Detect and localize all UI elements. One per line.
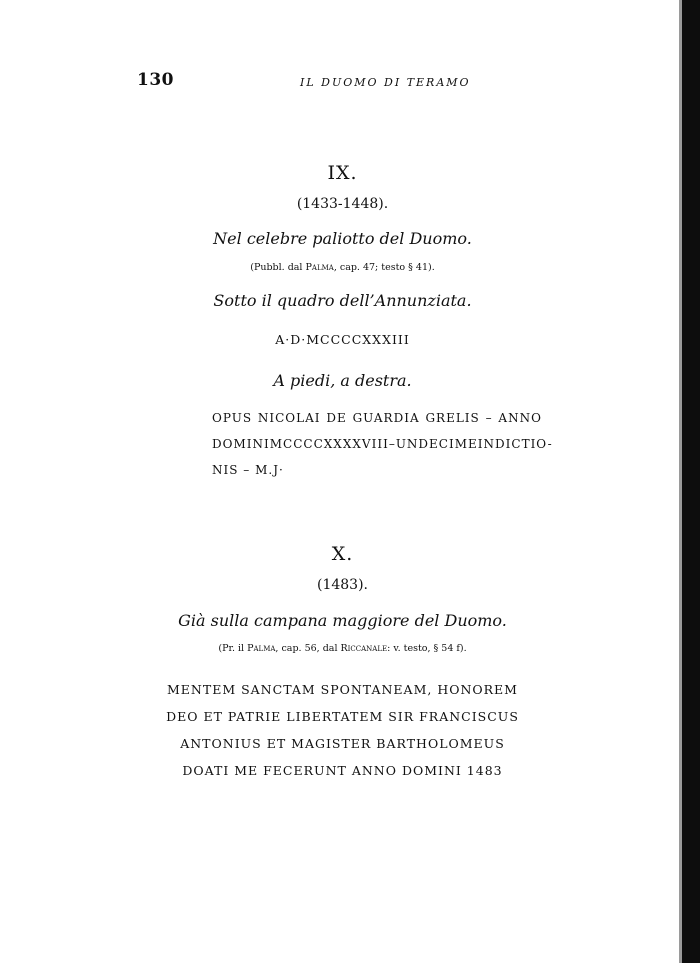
section-heading: Nel celebre paliotto del Duomo. [213,229,472,248]
section-heading: Già sulla campana maggiore del Duomo. [178,611,507,630]
source-reference: (Pr. il Palma, cap. 56, dal Riccanale: v. testo, § 54 f). [218,643,467,654]
inscription-line: OPUS NICOLAI DE GUARDIA GRELIS – ANNO [212,411,542,425]
running-title: IL DUOMO DI TERAMO [300,76,471,89]
section-date: (1433-1448). [296,196,389,212]
inscription-line: DOATI ME FECERUNT ANNO DOMINI 1483 [182,763,503,778]
inscription-block [212,405,553,483]
section-number: IX. [327,162,358,184]
subheading: Sotto il quadro dell’Annunziata. [213,291,472,310]
inscription-line: A·D·MCCCCXXXIII [275,332,410,347]
page-number: 130 [137,70,174,90]
section-date: (1483). [316,577,368,593]
source-reference: (Pubbl. dal Palma, cap. 47; testo § 41). [250,262,435,273]
inscription-line: NIS – M.J· [212,463,284,477]
inscription-line: DEO ET PATRIE LIBERTATEM SIR FRANCISCUS [166,709,519,724]
inscription-line: DOMINI MCCCCXXXXVIII – UNDECIME INDICTIO- [212,437,553,451]
inscription-line: ANTONIUS ET MAGISTER BARTHOLOMEUS [180,736,505,751]
section-number: X. [331,543,354,565]
subheading: A piedi, a destra. [273,371,412,390]
inscription-line: MENTEM SANCTAM SPONTANEAM, HONOREM [167,682,518,697]
scan-border [682,0,700,963]
